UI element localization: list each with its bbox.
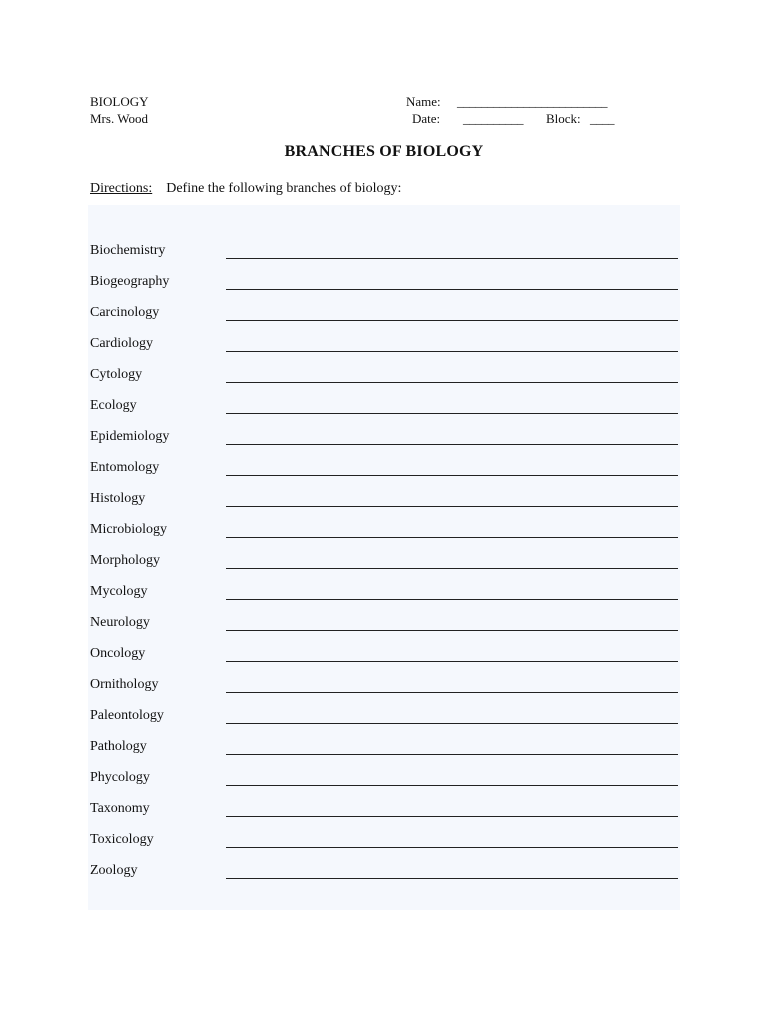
answer-line[interactable] xyxy=(226,847,678,848)
directions xyxy=(90,181,401,197)
term-row xyxy=(90,769,678,800)
name-row xyxy=(405,93,645,110)
directions-text: Define the following branches of biology: xyxy=(166,181,402,196)
header-right xyxy=(405,93,645,127)
answer-line[interactable] xyxy=(226,661,678,662)
term-row xyxy=(90,273,678,304)
answer-line[interactable] xyxy=(226,754,678,755)
term-row xyxy=(90,304,678,335)
answer-line[interactable] xyxy=(226,351,678,352)
term-row xyxy=(90,521,678,552)
term-row xyxy=(90,490,678,521)
block-label: Block: xyxy=(546,111,581,126)
term-label: Neurology xyxy=(90,615,150,630)
term-row xyxy=(90,831,678,862)
block-field[interactable]: ____ xyxy=(590,111,614,126)
term-row xyxy=(90,707,678,738)
term-label: Carcinology xyxy=(90,305,160,320)
date-block-row xyxy=(405,110,645,127)
term-label: Pathology xyxy=(90,739,147,754)
term-label: Biogeography xyxy=(90,274,170,289)
answer-line[interactable] xyxy=(226,537,678,538)
date-label: Date: xyxy=(412,111,441,126)
answer-line[interactable] xyxy=(226,816,678,817)
course-name: BIOLOGY xyxy=(90,94,149,109)
name-field[interactable]: _________________________ xyxy=(457,94,607,109)
directions-label: Directions: xyxy=(90,181,153,196)
answer-line[interactable] xyxy=(226,413,678,414)
name-label: Name: xyxy=(406,94,441,109)
answer-line[interactable] xyxy=(226,599,678,600)
term-row xyxy=(90,583,678,614)
term-label: Ornithology xyxy=(90,677,159,692)
term-label: Morphology xyxy=(90,553,160,568)
term-label: Histology xyxy=(90,491,146,506)
term-label: Entomology xyxy=(90,460,160,475)
term-label: Cytology xyxy=(90,367,143,382)
header-left xyxy=(90,93,149,127)
term-row xyxy=(90,242,678,273)
answer-line[interactable] xyxy=(226,506,678,507)
answer-line[interactable] xyxy=(226,475,678,476)
term-row xyxy=(90,800,678,831)
date-field[interactable]: __________ xyxy=(463,111,523,126)
worksheet-title: BRANCHES OF BIOLOGY xyxy=(284,143,484,160)
term-label: Oncology xyxy=(90,646,146,661)
term-row xyxy=(90,862,678,893)
term-label: Epidemiology xyxy=(90,429,170,444)
term-label: Microbiology xyxy=(90,522,167,537)
term-row xyxy=(90,614,678,645)
term-row xyxy=(90,645,678,676)
term-label: Taxonomy xyxy=(90,801,150,816)
term-label: Paleontology xyxy=(90,708,164,723)
term-row xyxy=(90,738,678,769)
answer-line[interactable] xyxy=(226,320,678,321)
answer-line[interactable] xyxy=(226,878,678,879)
answer-line[interactable] xyxy=(226,382,678,383)
term-row xyxy=(90,335,678,366)
term-label: Mycology xyxy=(90,584,148,599)
answer-line[interactable] xyxy=(226,692,678,693)
term-label: Phycology xyxy=(90,770,150,785)
answer-line[interactable] xyxy=(226,444,678,445)
term-row xyxy=(90,397,678,428)
term-row xyxy=(90,552,678,583)
teacher-name: Mrs. Wood xyxy=(90,111,148,126)
term-row xyxy=(90,676,678,707)
term-label: Zoology xyxy=(90,863,138,878)
term-label: Biochemistry xyxy=(90,243,166,258)
answer-line[interactable] xyxy=(226,258,678,259)
answer-line[interactable] xyxy=(226,568,678,569)
answer-line[interactable] xyxy=(226,630,678,631)
term-row xyxy=(90,366,678,397)
term-label: Ecology xyxy=(90,398,137,413)
term-row xyxy=(90,459,678,490)
term-label: Toxicology xyxy=(90,832,154,847)
term-label: Cardiology xyxy=(90,336,153,351)
answer-line[interactable] xyxy=(226,723,678,724)
term-row xyxy=(90,428,678,459)
answer-line[interactable] xyxy=(226,785,678,786)
answer-line[interactable] xyxy=(226,289,678,290)
